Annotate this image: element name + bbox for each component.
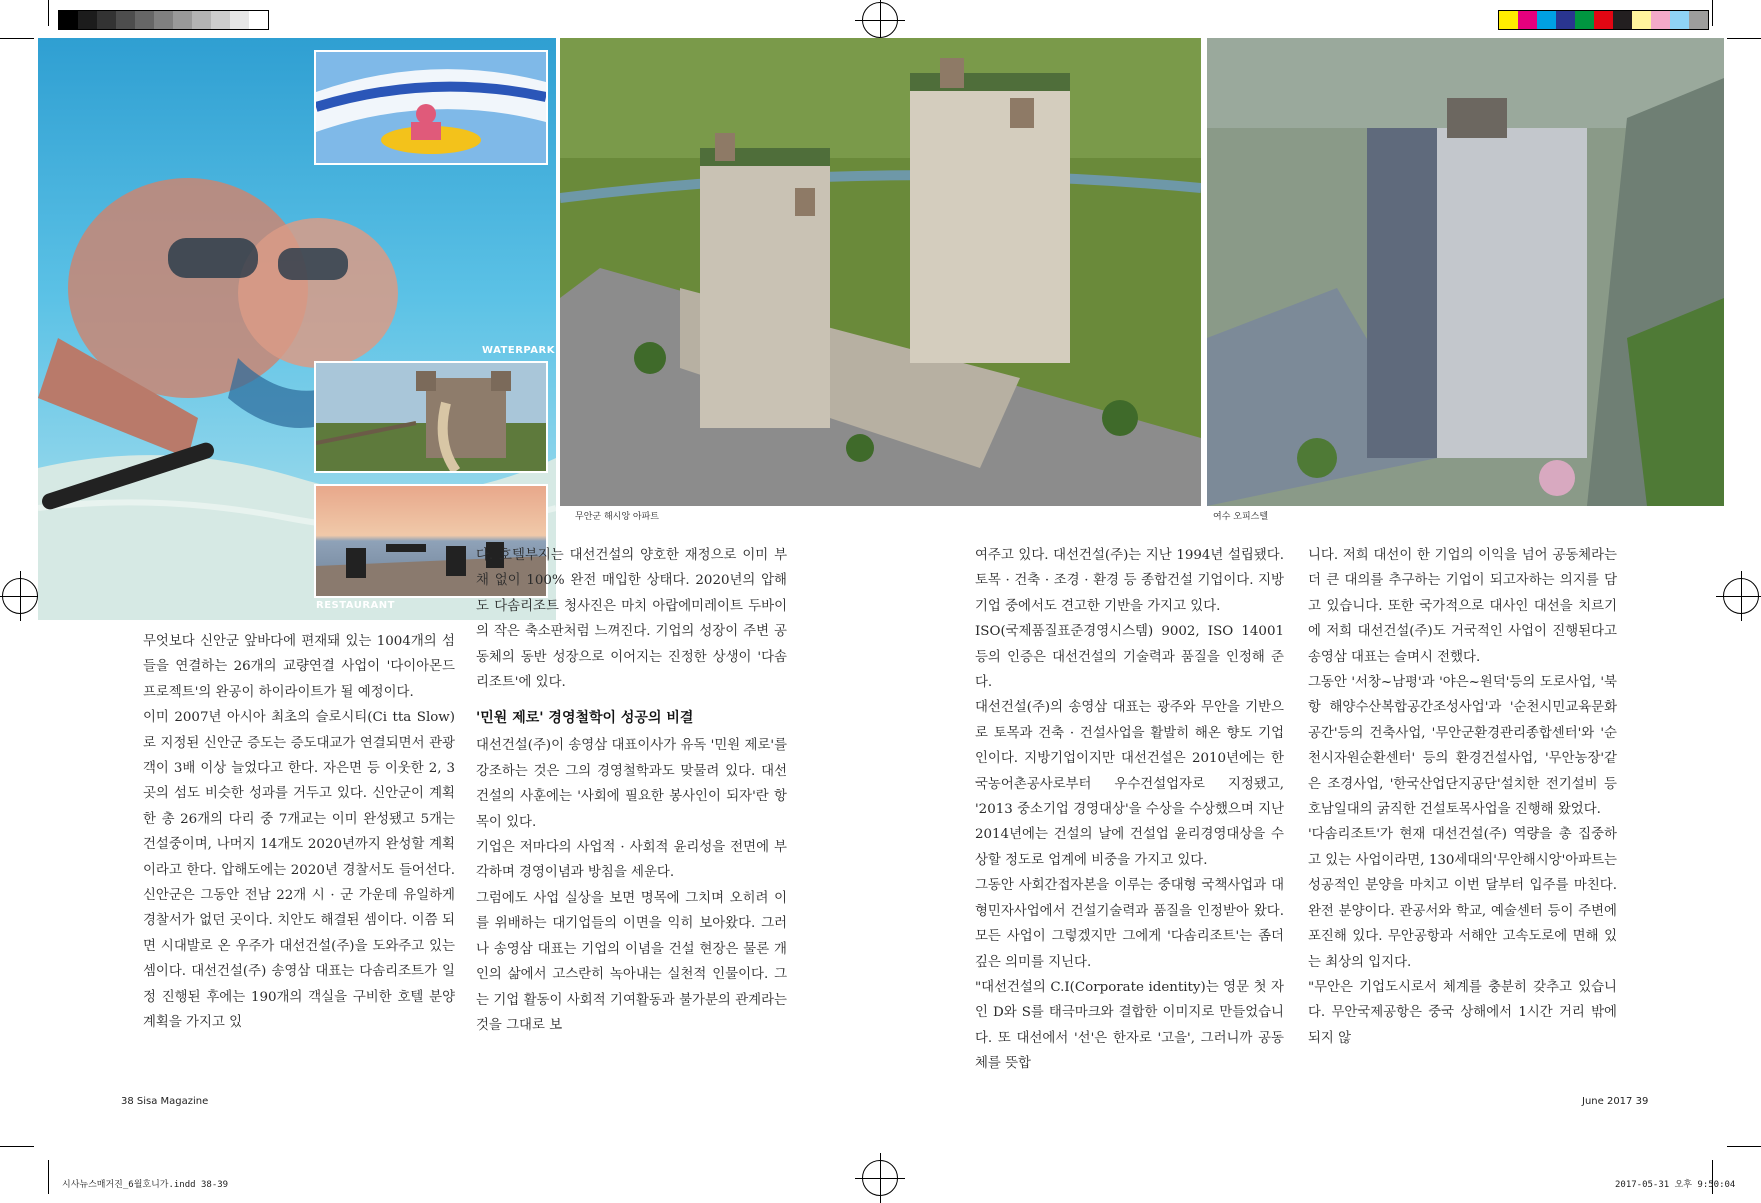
text-column-1 <box>143 629 455 1036</box>
color-swatch <box>1670 11 1689 29</box>
apartment-rendering <box>560 38 1201 506</box>
paragraph: 무엇보다 신안군 앞바다에 편재돼 있는 1004개의 섬들을 연결하는 26개의 교량연결 사업이 '다이아몬드 프로젝트'의 완공이 하이라이트가 될 예정이다. <box>143 634 455 700</box>
color-swatch <box>230 11 249 29</box>
text-column-3 <box>975 543 1284 1077</box>
paragraph: 그동안 사회간접자본을 이루는 중대형 국책사업과 대형민자사업에서 건설기술력과 품질을 인정받아 왔다. 모든 사업이 그렇겠지만 그에게 '다솜리조트'는 좀더 깊은 의미를 지닌다. <box>975 878 1284 970</box>
color-swatch <box>97 11 116 29</box>
print-timestamp: 2017-05-31 오후 9:50:04 <box>1615 1180 1736 1190</box>
waterpark-label: WATERPARK <box>482 345 555 356</box>
paragraph: 기업은 저마다의 사업적 · 사회적 윤리성을 전면에 부각하며 경영이념과 방침을 세운다. <box>476 840 787 881</box>
paragraph: 대선건설(주)의 송영삼 대표는 광주와 무안을 기반으로 토목과 건축 · 건설사업을 활발히 해온 향도 기업인이다. 지방기업이지만 대선건설은 2010년에는 한국농어촌공사로부터 우수건설업자로 지정됐고, '2013 중소기업 경영대상'을 수상을 수상했으며 지난 2014년에는 건설의 날에 건설업 윤리경영대상을 수상할 정도로 업계에 비중을 가지고 있다. <box>975 700 1284 868</box>
file-slug: 시사뉴스매거진_6월호니가.indd 38-39 <box>62 1180 229 1190</box>
color-swatch <box>173 11 192 29</box>
paragraph: 대선건설(주)이 송영삼 대표이사가 유독 '민원 제로'를 강조하는 것은 그의 경영철학과도 맞물려 있다. 대선건설의 사훈에는 '사회에 필요한 봉사인이 되자'란 항목이 있다. <box>476 738 787 830</box>
registration-mark <box>1723 578 1759 614</box>
color-swatch <box>249 11 268 29</box>
paragraph: 니다. 저희 대선이 한 기업의 이익을 넘어 공동체라는 더 큰 대의를 추구하는 기업이 되고자하는 의지를 담고 있습니다. 또한 국가적으로 대사인 대선을 치르기에 저희 대선건설(주)도 거국적인 사업이 진행된다고 송영삼 대표는 슬며시 전했다. <box>1308 548 1617 665</box>
color-swatch <box>1632 11 1651 29</box>
paragraph: 그럼에도 사업 실상을 보면 명목에 그치며 오히려 이를 위배하는 대기업들의 이면을 익히 보아왔다. 그러나 송영삼 대표는 기업의 이념을 건설 현장은 물론 개인의 삶에서 고스란히 녹아내는 실천적 인물이다. 그는 기업 활동이 사회적 기여활동과 불가분의 관계라는 것을 그대로 보 <box>476 890 787 1033</box>
crop-mark <box>1727 1146 1761 1147</box>
right-page-folio: June 2017 39 <box>1582 1096 1649 1107</box>
crop-mark <box>1727 38 1761 39</box>
registration-mark <box>862 1160 898 1196</box>
paragraph: 그동안 '서창~남평'과 '야은~원덕'등의 도로사업, '북항 해양수산복합공간조성사업'과 '순천시민교육문화공간'등의 건축사업, '무안군환경관리종합센터'와 '순천시자원순환센터' 등의 환경건설사업, '무안농장'같은 조경사업, '한국산업단지공단'설치한 전기설비 등 호남일대의 굵직한 건설토목사업을 진행해 왔었다. <box>1308 675 1617 818</box>
color-swatch <box>1651 11 1670 29</box>
color-swatch <box>78 11 97 29</box>
color-swatch <box>192 11 211 29</box>
text-column-4 <box>1308 543 1617 1051</box>
color-swatch <box>1556 11 1575 29</box>
crop-mark <box>0 1146 34 1147</box>
restaurant-label: RESTAURANT <box>316 600 395 611</box>
officetel-rendering <box>1207 38 1724 506</box>
registration-mark <box>2 578 38 614</box>
paragraph: "무안은 기업도시로서 체계를 충분히 갖추고 있습니다. 무안국제공항은 중국 상해에서 1시간 거리 밖에 되지 않 <box>1308 979 1617 1046</box>
castle-slide-photo <box>314 361 548 473</box>
color-swatch <box>1575 11 1594 29</box>
color-swatch <box>135 11 154 29</box>
color-swatch <box>1518 11 1537 29</box>
section-heading: '민원 제로' 경영철학이 성공의 비결 <box>476 710 694 727</box>
gray-swatch-bar <box>58 10 269 30</box>
color-swatch <box>1499 11 1518 29</box>
officetel-caption: 여수 오피스텔 <box>1213 512 1269 522</box>
color-swatch <box>154 11 173 29</box>
color-swatch <box>1689 11 1708 29</box>
crop-mark <box>0 38 34 39</box>
waterpark-photo <box>314 50 548 165</box>
color-swatch <box>1613 11 1632 29</box>
color-swatch <box>1537 11 1556 29</box>
text-column-2 <box>476 543 787 1038</box>
paragraph: '다솜리조트'가 현재 대선건설(주) 역량을 총 집중하고 있는 사업이라면, 130세대의'무안해시앙'아파트는 성공적인 분양을 마치고 이번 달부터 입주를 마친다. 완전 분양이다. 관공서와 학교, 예술센터 등이 주변에 포진해 있다. 무안공항과 서해안 고속도로에 면해 있는 최상의 입지다. <box>1308 827 1617 970</box>
crop-mark <box>1712 0 1713 26</box>
paragraph: 이미 2007년 아시아 최초의 슬로시티(Ci tta Slow)로 지정된 신안군 증도는 증도대교가 연결되면서 관광객이 3배 이상 늘었다고 한다. 자은면 등 이웃한 2, 3곳의 섬도 비슷한 성과를 거두고 있다. 신안군이 계획한 총 26개의 다리 중 7개교는 이미 완성됐고 5개는 건설중이며, 나머지 14개도 2020년까지 완성할 계획이라고 한다. 압해도에는 2020년 경찰서도 들어선다. 신안군은 그동안 전남 22개 시 · 군 가운데 유일하게 경찰서가 없던 곳이다. 치안도 해결된 셈이다. 이쯤 되면 시대발로 온 우주가 대선건설(주)을 도와주고 있는 셈이다. 대선건설(주) 송영삼 대표는 다솜리조트가 일정 진행된 후에는 190개의 객실을 구비한 호텔 분양계획을 가지고 있 <box>143 710 455 1031</box>
color-swatch-bar <box>1498 10 1709 30</box>
color-swatch <box>1594 11 1613 29</box>
paragraph: "대선건설의 C.I(Corporate identity)는 영문 첫 자인 D와 S를 태극마크와 결합한 이미지로 만들었습니다. 또 대선에서 '선'은 한자로 '고을', 그러니까 공동체를 뜻합 <box>975 979 1284 1072</box>
paragraph: 다. 호텔부지는 대선건설의 양호한 재정으로 이미 부채 없이 100% 완전 매입한 상태다. 2020년의 압해도 다솜리조트 청사진은 마치 아랍에미레이트 두바이의 작은 축소판처럼 느껴진다. 기업의 성장이 주변 공동체의 동반 성장으로 이어지는 진정한 상생이 '다솜리조트'에 있다. <box>476 548 787 691</box>
crop-mark <box>48 0 49 26</box>
apartment-caption: 무안군 해시앙 아파트 <box>575 512 659 522</box>
crop-mark <box>48 1160 49 1194</box>
paragraph: ISO(국제품질표준경영시스템) 9002, ISO 14001 등의 인증은 대선건설의 기술력과 품질을 인정해 준다. <box>975 624 1284 691</box>
color-swatch <box>116 11 135 29</box>
left-page-folio: 38 Sisa Magazine <box>121 1096 209 1107</box>
color-swatch <box>59 11 78 29</box>
registration-mark <box>862 2 898 38</box>
paragraph: 여주고 있다. 대선건설(주)는 지난 1994년 설립됐다. 토목 · 건축 · 조경 · 환경 등 종합건설 기업이다. 지방기업 중에서도 견고한 기반을 가지고 있다. <box>975 548 1284 614</box>
color-swatch <box>211 11 230 29</box>
